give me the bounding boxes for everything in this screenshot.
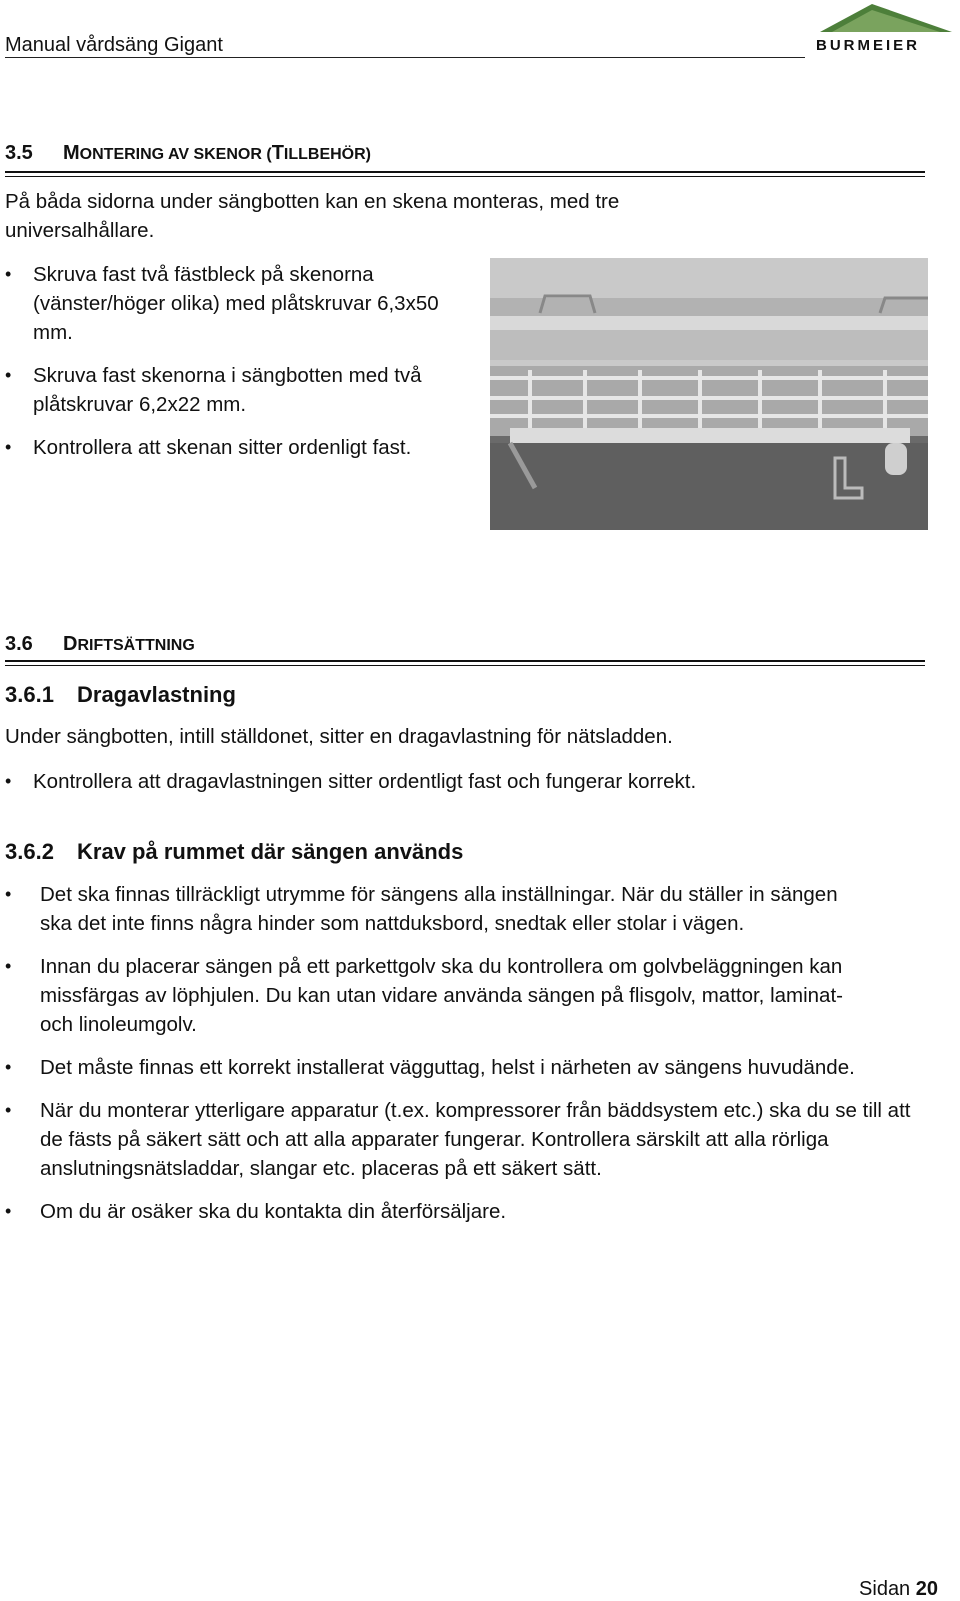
page-number: Sidan 20 (859, 1578, 938, 1600)
list-item: • Kontrollera att skenan sitter ordenligt fast. (5, 433, 455, 462)
list-item: • Kontrollera att dragavlastningen sitter ordentligt fast och fungerar korrekt. (5, 767, 905, 796)
header-rule (5, 57, 805, 58)
section-3-6-1-intro: Under sängbotten, intill ställdonet, sitter en dragavlastning för nätsladden. (5, 725, 673, 748)
heading-rule (5, 171, 925, 175)
burmeier-logo (812, 2, 960, 58)
section-3-6-heading: 3.6 DRIFTSÄTTNING (5, 633, 195, 655)
bed-frame-image (490, 258, 928, 530)
logo-text: BURMEIER (816, 37, 921, 54)
section-number: 3.6.1 (5, 682, 54, 707)
section-3-5-bullets (5, 260, 455, 462)
section-title: Krav på rummet där sängen används (77, 839, 464, 864)
list-item: • Det ska finnas tillräckligt utrymme för sängens alla inställningar. När du ställer in sängen ska det inte finns några hinder som nattduksbord, snedtak eller stolar i vägen. (5, 880, 850, 938)
list-item: • Skruva fast skenorna i sängbotten med två plåtskruvar 6,2x22 mm. (5, 361, 455, 419)
section-3-5-heading: 3.5 MONTERING AV SKENOR (TILLBEHÖR) (5, 142, 372, 164)
section-title: Dragavlastning (77, 682, 236, 707)
list-item: • Innan du placerar sängen på ett parkettgolv ska du kontrollera om golvbeläggningen kan missfärgas av löphjulen. Du kan utan vidare använda sängen på flisgolv, mattor, laminat- och linoleumgolv. (5, 952, 870, 1039)
section-number: 3.5 (5, 142, 33, 164)
section-3-5-intro: På båda sidorna under sängbotten kan en skena monteras, med tre universalhållare. (5, 190, 620, 242)
section-number: 3.6.2 (5, 839, 54, 864)
list-item: • Det måste finnas ett korrekt installerat vägguttag, helst i närheten av sängens huvudände. (5, 1053, 900, 1082)
section-3-6-1-heading (5, 682, 236, 708)
header-title: Manual vårdsäng Gigant (5, 34, 223, 56)
logo-roof-icon (812, 2, 960, 42)
section-3-6-2-bullets (5, 880, 911, 1240)
section-3-6-2-heading (5, 839, 463, 865)
section-number: 3.6 (5, 633, 33, 655)
bed-rail-photo (490, 258, 928, 530)
list-item: • När du monterar ytterligare apparatur (t.ex. kompressorer från bäddsystem etc.) ska du se till att de fästs på säkert sätt och att alla apparater fungerar. Kontrollera särskilt att alla rörliga anslutningsnätsladdar, slangar etc. placeras på ett säkert sätt. (5, 1096, 920, 1183)
list-item: • Skruva fast två fästbleck på skenorna (vänster/höger olika) med plåtskruvar 6,3x50 mm. (5, 260, 455, 347)
heading-rule (5, 660, 925, 664)
section-3-6-1-bullets (5, 767, 905, 796)
list-item: • Om du är osäker ska du kontakta din återförsäljare. (5, 1197, 905, 1226)
